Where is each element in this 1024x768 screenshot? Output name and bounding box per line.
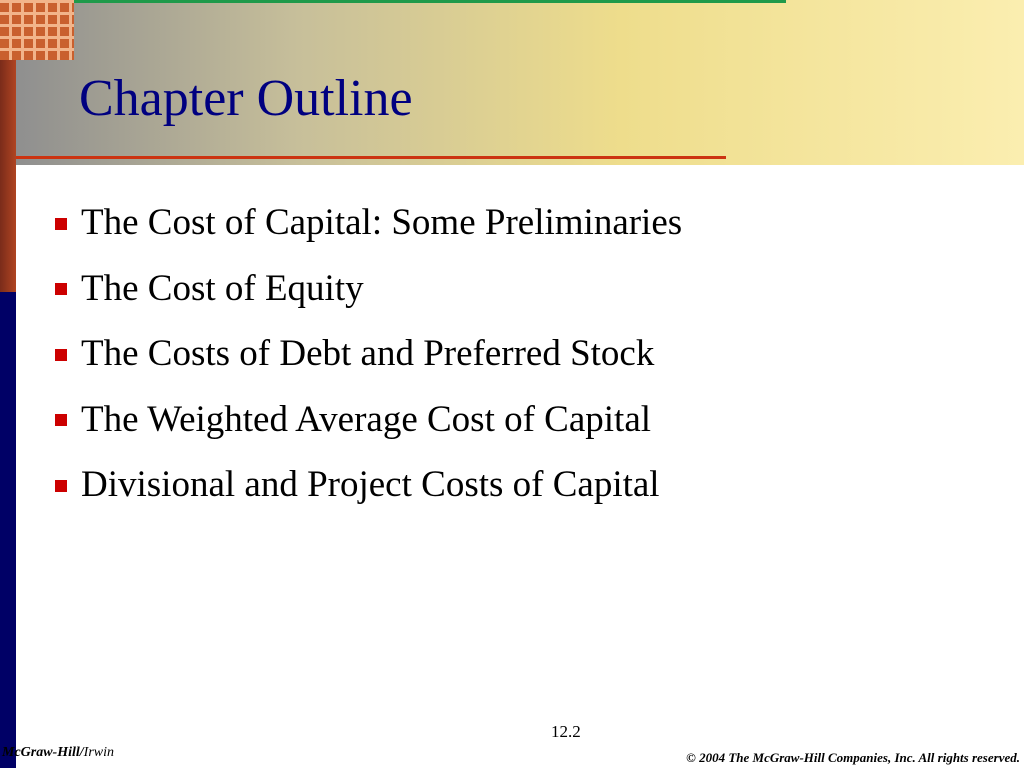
left-accent-bar-highlight	[0, 60, 16, 292]
list-item-text: The Cost of Capital: Some Preliminaries	[81, 202, 683, 244]
bullet-square-icon	[55, 414, 67, 426]
footer-publisher	[2, 745, 114, 761]
top-accent-line	[74, 0, 786, 3]
bullet-square-icon	[55, 283, 67, 295]
list-item-text: The Costs of Debt and Preferred Stock	[81, 333, 655, 375]
list-item	[55, 321, 682, 387]
publisher-imprint: Irwin	[83, 745, 115, 760]
page-title: Chapter Outline	[79, 70, 413, 127]
footer-copyright: © 2004 The McGraw-Hill Companies, Inc. All rights reserved.	[686, 750, 1020, 765]
publisher-name: McGraw-Hill/	[2, 745, 84, 760]
bullet-square-icon	[55, 349, 67, 361]
list-item	[55, 256, 682, 322]
page-number: 12.2	[551, 722, 581, 741]
list-item	[55, 452, 682, 518]
list-item	[55, 387, 682, 453]
list-item-text: The Cost of Equity	[81, 267, 364, 309]
bullet-square-icon	[55, 480, 67, 492]
outline-list	[55, 190, 682, 518]
list-item-text: The Weighted Average Cost of Capital	[81, 398, 652, 440]
bullet-square-icon	[55, 218, 67, 230]
list-item-text: Divisional and Project Costs of Capital	[81, 464, 660, 506]
title-underline	[16, 156, 726, 159]
grid-logo-icon	[0, 0, 74, 60]
list-item	[55, 190, 682, 256]
